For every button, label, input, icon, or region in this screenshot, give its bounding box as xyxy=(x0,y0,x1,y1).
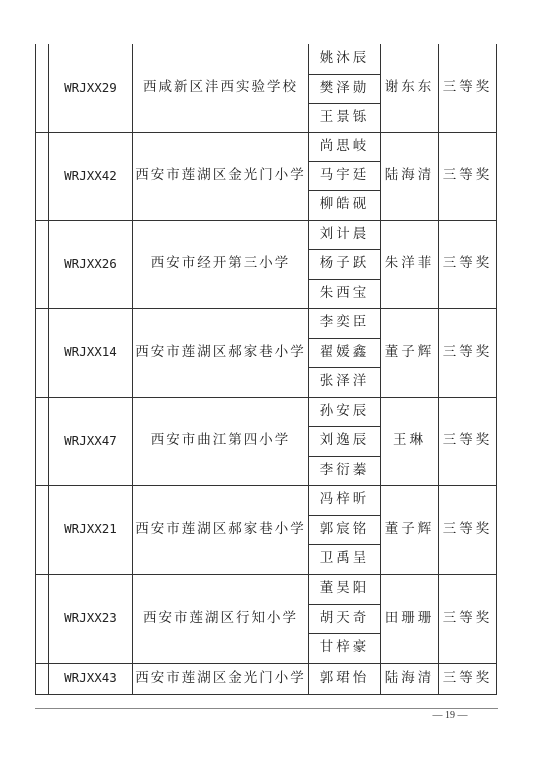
table-row xyxy=(36,44,497,74)
student-cell: 樊泽勋 xyxy=(309,74,381,103)
student-cell: 胡天奇 xyxy=(309,604,381,633)
award-table xyxy=(35,44,497,695)
award-cell: 三等奖 xyxy=(439,44,497,132)
student-cell: 马宇廷 xyxy=(309,161,381,190)
award-cell: 三等奖 xyxy=(439,663,497,694)
student-cell: 董昊阳 xyxy=(309,574,381,604)
teacher-cell: 谢东东 xyxy=(381,44,439,132)
student-cell: 李奕臣 xyxy=(309,308,381,338)
student-cell: 刘逸辰 xyxy=(309,426,381,456)
table-row xyxy=(36,397,497,426)
award-cell: 三等奖 xyxy=(439,308,497,397)
blank-cell xyxy=(36,44,49,132)
student-cell: 姚沐辰 xyxy=(309,44,381,74)
blank-cell xyxy=(36,574,49,663)
blank-cell xyxy=(36,663,49,694)
student-cell: 杨子跃 xyxy=(309,249,381,279)
award-cell: 三等奖 xyxy=(439,485,497,574)
blank-cell xyxy=(36,132,49,220)
student-cell: 朱西宝 xyxy=(309,279,381,308)
table-row xyxy=(36,663,497,694)
team-code-cell: WRJXX26 xyxy=(49,220,133,308)
student-cell: 冯梓昕 xyxy=(309,485,381,515)
student-cell: 郭珺怡 xyxy=(309,663,381,694)
teacher-cell: 董子辉 xyxy=(381,308,439,397)
school-cell: 西安市经开第三小学 xyxy=(133,220,309,308)
teacher-cell: 陆海清 xyxy=(381,132,439,220)
school-cell: 西安市莲湖区行知小学 xyxy=(133,574,309,663)
school-cell: 西咸新区沣西实验学校 xyxy=(133,44,309,132)
team-code-cell: WRJXX42 xyxy=(49,132,133,220)
student-cell: 李衍蓁 xyxy=(309,456,381,485)
team-code-cell: WRJXX47 xyxy=(49,397,133,485)
student-cell: 甘梓豪 xyxy=(309,633,381,663)
teacher-cell: 田珊珊 xyxy=(381,574,439,663)
blank-cell xyxy=(36,220,49,308)
teacher-cell: 朱洋菲 xyxy=(381,220,439,308)
student-cell: 卫禹呈 xyxy=(309,544,381,574)
student-cell: 柳皓砚 xyxy=(309,190,381,220)
award-table-container xyxy=(35,44,497,695)
school-cell: 西安市莲湖区郝家巷小学 xyxy=(133,485,309,574)
student-cell: 刘计晨 xyxy=(309,220,381,249)
blank-cell xyxy=(36,485,49,574)
table-row xyxy=(36,485,497,515)
student-cell: 孙安辰 xyxy=(309,397,381,426)
teacher-cell: 王琳 xyxy=(381,397,439,485)
teacher-cell: 陆海清 xyxy=(381,663,439,694)
student-cell: 张泽洋 xyxy=(309,367,381,397)
page-number: — 19 — xyxy=(432,710,468,721)
student-cell: 尚思岐 xyxy=(309,132,381,161)
blank-cell xyxy=(36,308,49,397)
team-code-cell: WRJXX29 xyxy=(49,44,133,132)
student-cell: 郭宸铭 xyxy=(309,515,381,544)
student-cell: 王景铄 xyxy=(309,103,381,132)
school-cell: 西安市曲江第四小学 xyxy=(133,397,309,485)
award-cell: 三等奖 xyxy=(439,397,497,485)
school-cell: 西安市莲湖区金光门小学 xyxy=(133,132,309,220)
school-cell: 西安市莲湖区郝家巷小学 xyxy=(133,308,309,397)
team-code-cell: WRJXX43 xyxy=(49,663,133,694)
team-code-cell: WRJXX23 xyxy=(49,574,133,663)
team-code-cell: WRJXX14 xyxy=(49,308,133,397)
award-cell: 三等奖 xyxy=(439,132,497,220)
footer-rule xyxy=(35,708,498,709)
table-row xyxy=(36,308,497,338)
school-cell: 西安市莲湖区金光门小学 xyxy=(133,663,309,694)
teacher-cell: 董子辉 xyxy=(381,485,439,574)
award-cell: 三等奖 xyxy=(439,220,497,308)
team-code-cell: WRJXX21 xyxy=(49,485,133,574)
blank-cell xyxy=(36,397,49,485)
table-row xyxy=(36,132,497,161)
table-row xyxy=(36,220,497,249)
award-cell: 三等奖 xyxy=(439,574,497,663)
student-cell: 翟媛鑫 xyxy=(309,338,381,367)
table-row xyxy=(36,574,497,604)
